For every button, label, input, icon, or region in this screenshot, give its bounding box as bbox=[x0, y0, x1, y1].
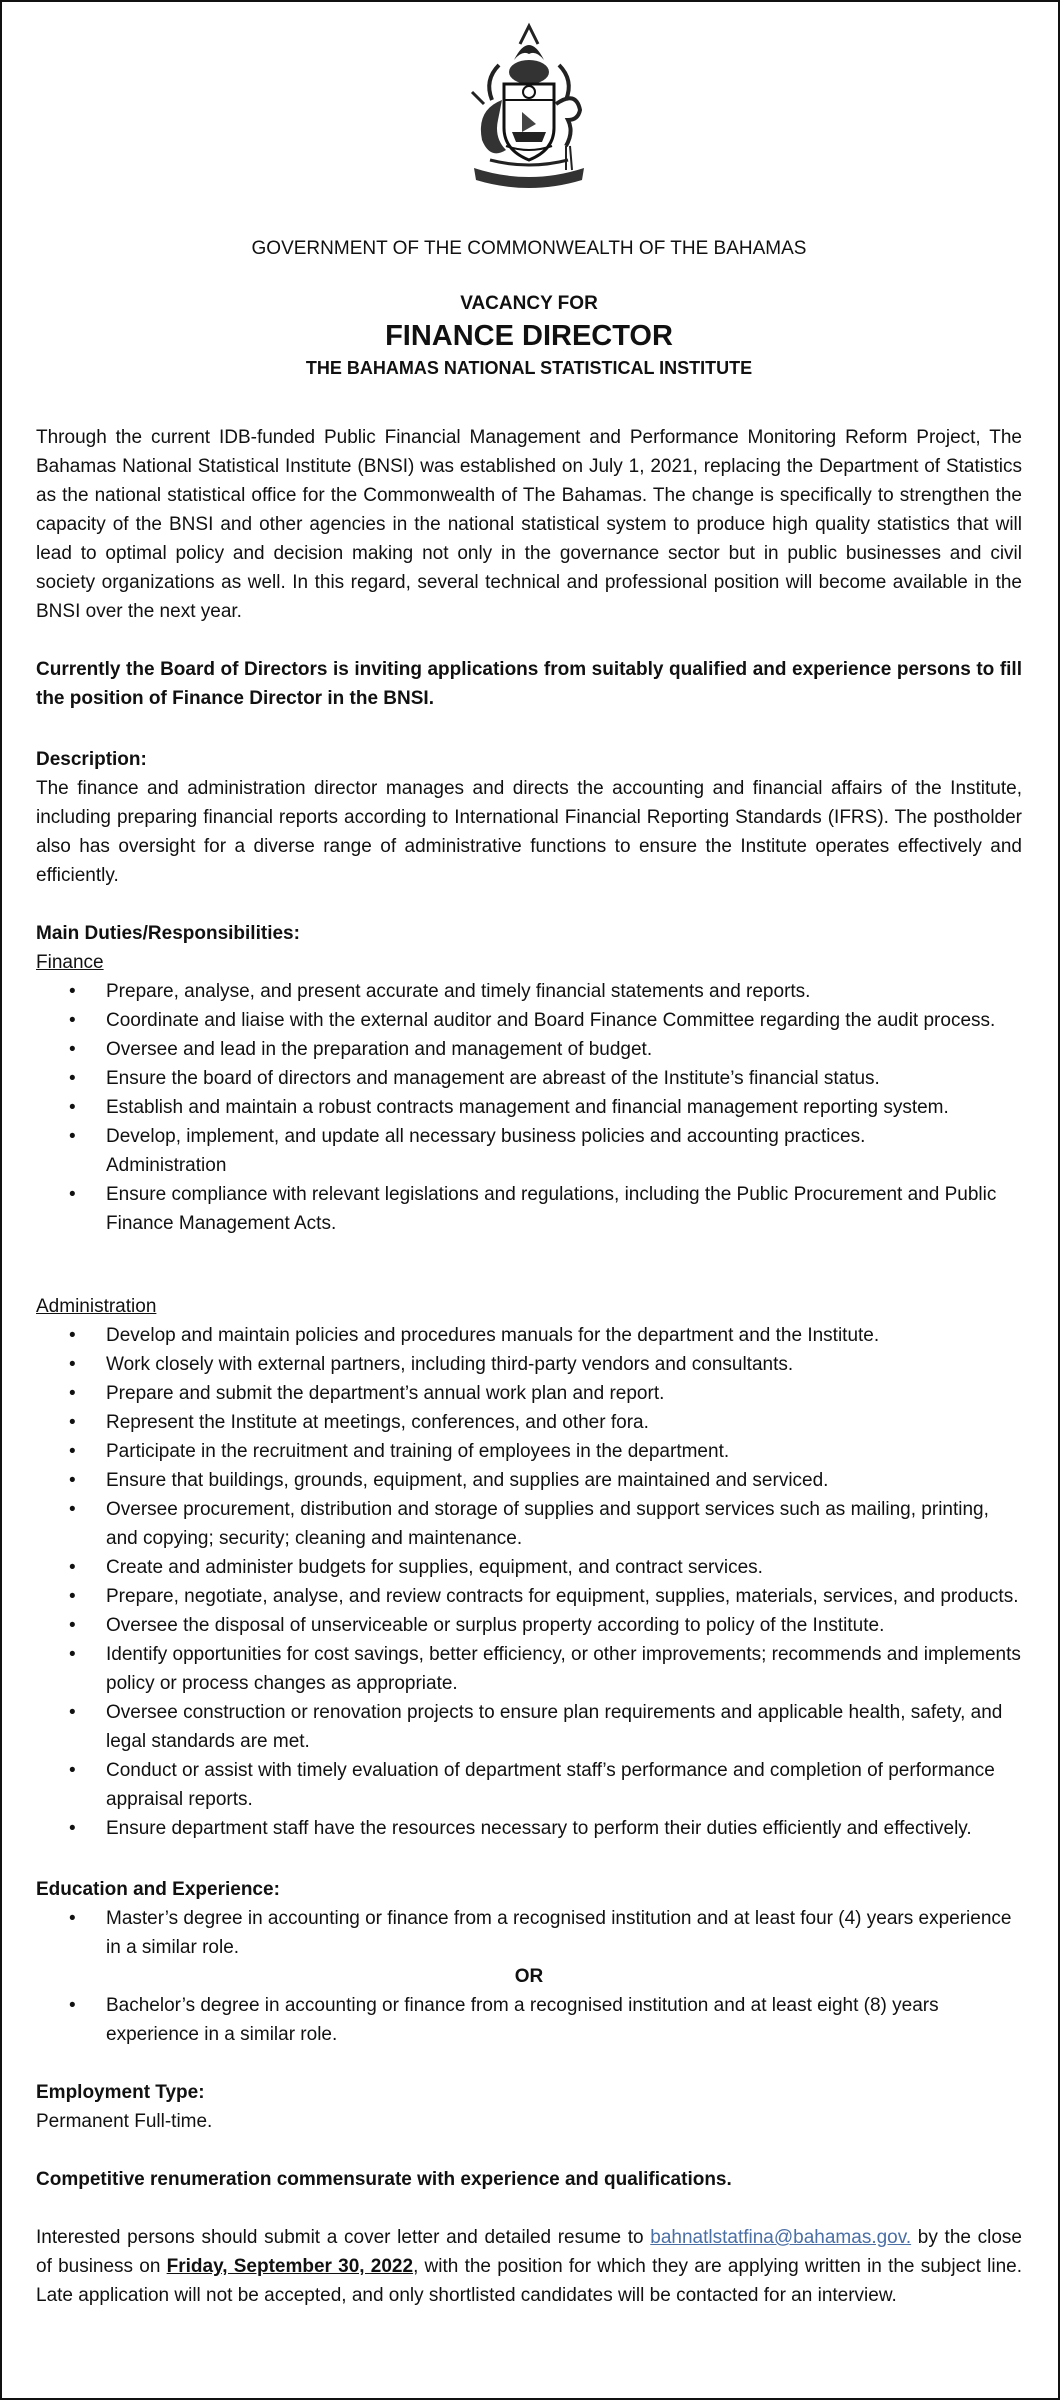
description-text: The finance and administration director manages and directs the accounting and financial affairs of the Institute, including preparing financial reports according to International Financial Reporting Standards (IFRS). The postholder also has oversight for a diverse range of administrative functions to ensure the Institute operates effectively and efficiently. bbox=[36, 778, 1022, 886]
list-item: • Oversee procurement, distribution and storage of supplies and support services such as mailing, printing, and copying; security; cleaning and maintenance. bbox=[106, 1495, 1022, 1553]
list-item: • Oversee and lead in the preparation and management of budget. bbox=[106, 1035, 1022, 1064]
email-link[interactable]: bahnatlstatfina@bahamas.gov. bbox=[650, 2227, 912, 2248]
application-text-1: Interested persons should submit a cover letter and detailed resume to bbox=[36, 2227, 651, 2248]
list-item: • Develop and maintain policies and procedures manuals for the department and the Institute. bbox=[106, 1321, 1022, 1350]
list-item: • Oversee construction or renovation projects to ensure plan requirements and applicable health, safety, and legal standards are met. bbox=[106, 1698, 1022, 1756]
list-item: • Ensure the board of directors and management are abreast of the Institute’s financial status. bbox=[106, 1064, 1022, 1093]
list-item: • Ensure department staff have the resources necessary to perform their duties efficiently and effectively. bbox=[106, 1814, 1022, 1843]
education-heading: Education and Experience: bbox=[36, 1879, 280, 1900]
list-item: • Prepare, negotiate, analyse, and review contracts for equipment, supplies, materials, services, and products. bbox=[106, 1582, 1022, 1611]
page-title: FINANCE DIRECTOR bbox=[385, 320, 673, 352]
list-item: • Represent the Institute at meetings, conferences, and other fora. bbox=[106, 1408, 1022, 1437]
list-item: • Identify opportunities for cost savings, better efficiency, or other improvements; recommends and implements policy or process changes as appropriate. bbox=[106, 1640, 1022, 1698]
list-item: • Establish and maintain a robust contracts management and financial management reporting system. bbox=[106, 1093, 1022, 1122]
or-separator: OR bbox=[514, 1966, 544, 1987]
list-item: • Master’s degree in accounting or finance from a recognised institution and at least four (4) years experience in a similar role. bbox=[106, 1904, 1022, 1962]
education-list-alt bbox=[36, 1991, 1022, 2049]
description-heading: Description: bbox=[36, 749, 147, 770]
employment-type: Permanent Full-time. bbox=[36, 2111, 213, 2132]
list-item: • Work closely with external partners, including third-party vendors and consultants. bbox=[106, 1350, 1022, 1379]
application-text-3: , with the position for which they are applying written in the subject line. Late application will not be accepted, and only shortlisted candidates will be contacted for an interview. bbox=[36, 2256, 1022, 2306]
employment-heading: Employment Type: bbox=[36, 2082, 205, 2103]
list-item: • Prepare and submit the department’s annual work plan and report. bbox=[106, 1379, 1022, 1408]
list-item: • Conduct or assist with timely evaluation of department staff’s performance and completion of performance appraisal reports. bbox=[106, 1756, 1022, 1814]
intro-paragraph: Through the current IDB-funded Public Financial Management and Performance Monitoring Reform Project, The Bahamas National Statistical Institute (BNSI) was established on July 1, 2021, replacing the Department of Statistics as the national statistical office for the Commonwealth of The Bahamas. The change is specifically to strengthen the capacity of the BNSI and other agencies in the national statistical system to produce high quality statistics that will lead to optimal policy and decision making not only in the governance sector but in public businesses and civil society organizations as well. In this regard, several technical and professional position will become available in the BNSI over the next year. bbox=[36, 427, 1022, 622]
application-text-2: by the close of business on bbox=[36, 2227, 1022, 2277]
finance-list bbox=[36, 977, 1022, 1238]
list-item: • Participate in the recruitment and training of employees in the department. bbox=[106, 1437, 1022, 1466]
description-section bbox=[36, 745, 1022, 890]
compensation-note: Competitive renumeration commensurate with experience and qualifications. bbox=[36, 2169, 732, 2190]
list-item: • Ensure compliance with relevant legislations and regulations, including the Public Procurement and Public Finance Management Acts. bbox=[106, 1180, 1022, 1238]
application-paragraph bbox=[36, 2223, 1022, 2310]
administration-subheading: Administration bbox=[36, 1296, 157, 1317]
finance-subheading: Finance bbox=[36, 952, 104, 973]
vacancy-label: VACANCY FOR bbox=[460, 293, 598, 314]
list-item: • Create and administer budgets for supplies, equipment, and contract services. bbox=[106, 1553, 1022, 1582]
bahamas-coat-of-arms-icon bbox=[454, 20, 604, 196]
administration-list bbox=[36, 1321, 1022, 1843]
employment-section bbox=[36, 2078, 1022, 2136]
duties-heading: Main Duties/Responsibilities: bbox=[36, 923, 300, 944]
government-heading: GOVERNMENT OF THE COMMONWEALTH OF THE BAHAMAS bbox=[251, 238, 807, 259]
institute-name: THE BAHAMAS NATIONAL STATISTICAL INSTITUTE bbox=[305, 358, 753, 378]
list-item: • Oversee the disposal of unserviceable or surplus property according to policy of the Institute. bbox=[106, 1611, 1022, 1640]
invitation-paragraph: Currently the Board of Directors is inviting applications from suitably qualified and experience persons to fill the position of Finance Director in the BNSI. bbox=[36, 659, 1022, 709]
education-list bbox=[36, 1904, 1022, 1962]
list-item: • Prepare, analyse, and present accurate and timely financial statements and reports. bbox=[106, 977, 1022, 1006]
deadline-date: Friday, September 30, 2022 bbox=[166, 2256, 414, 2277]
list-item: • Coordinate and liaise with the external auditor and Board Finance Committee regarding the audit process. bbox=[106, 1006, 1022, 1035]
list-item: • Develop, implement, and update all necessary business policies and accounting practices. bbox=[106, 1122, 1022, 1151]
education-section bbox=[36, 1875, 1022, 2049]
list-item: • Ensure that buildings, grounds, equipment, and supplies are maintained and serviced. bbox=[106, 1466, 1022, 1495]
duties-section bbox=[36, 919, 1022, 1843]
list-item: • Bachelor’s degree in accounting or finance from a recognised institution and at least eight (8) years experience in a similar role. bbox=[106, 1991, 1022, 2049]
finance-subnote: Administration bbox=[106, 1155, 227, 1176]
